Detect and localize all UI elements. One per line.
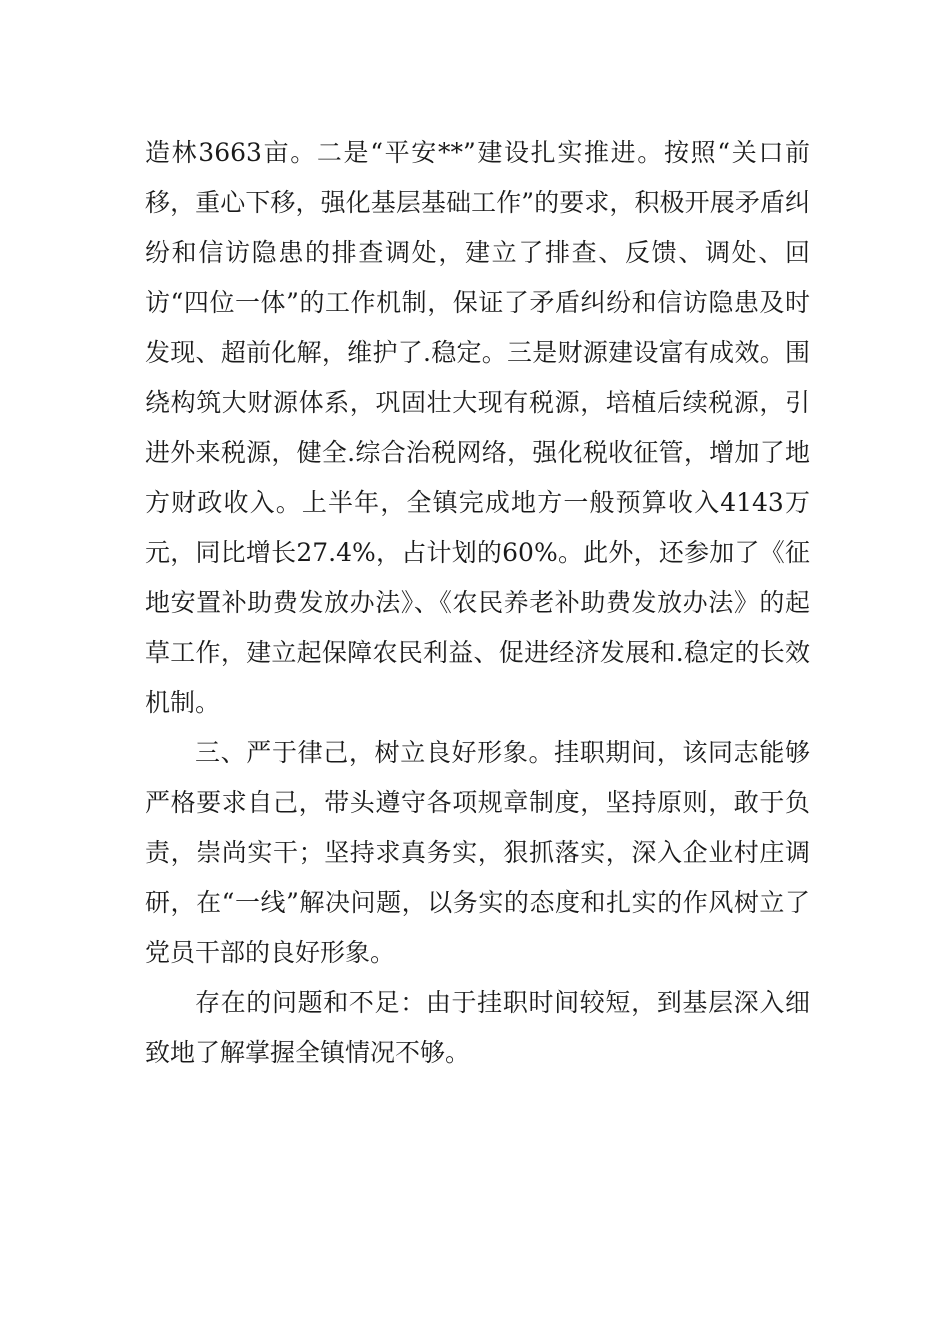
paragraph-shortcomings: 存在的问题和不足：由于挂职时间较短，到基层深入细致地了解掌握全镇情况不够。 <box>145 988 810 1067</box>
paragraph-self-discipline: 三、严于律己，树立良好形象。挂职期间，该同志能够严格要求自己，带头遵守各项规章制度，坚持原则，敢于负责，崇尚实干；坚持求真务实，狠抓落实，深入企业村庄调研，在“一线”解决问题，以务实的态度和扎实的作风树立了党员干部的良好形象。 <box>145 738 810 967</box>
document-body <box>145 128 810 1078</box>
paragraph-continuation: 造林3663亩。二是“平安**”建设扎实推进。按照“关口前移，重心下移，强化基层基础工作”的要求，积极开展矛盾纠纷和信访隐患的排查调处，建立了排查、反馈、调处、回访“四位一体”的工作机制，保证了矛盾纠纷和信访隐患及时发现、超前化解，维护了.稳定。三是财源建设富有成效。围绕构筑大财源体系，巩固壮大现有税源，培植后续税源，引进外来税源，健全.综合治税网络，强化税收征管，增加了地方财政收入。上半年，全镇完成地方一般预算收入4143万元，同比增长27.4%，占计划的60%。此外，还参加了《征地安置补助费发放办法》、《农民养老补助费发放办法》的起草工作，建立起保障农民利益、促进经济发展和.稳定的长效机制。 <box>145 138 810 717</box>
